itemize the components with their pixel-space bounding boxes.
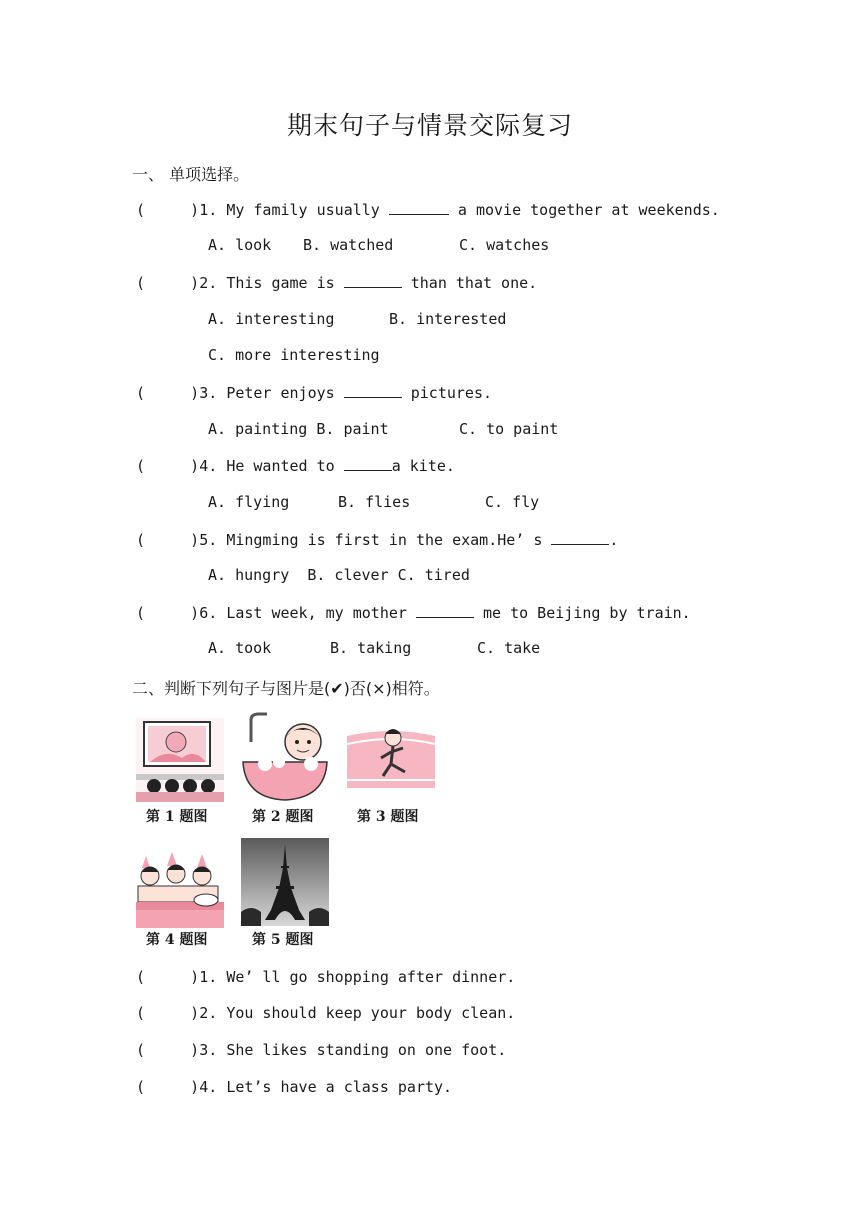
item-text: Let’s have a class party. bbox=[226, 1078, 453, 1096]
item-text: We’ ll go shopping after dinner. bbox=[226, 968, 516, 986]
answer-paren[interactable]: ( ) bbox=[136, 201, 200, 219]
fill-blank bbox=[344, 383, 402, 398]
answer-paren[interactable]: ( ) bbox=[136, 1004, 200, 1022]
option-3c[interactable]: C. to paint bbox=[459, 420, 559, 438]
option-6b[interactable]: B. taking bbox=[330, 639, 412, 657]
question-5 bbox=[136, 530, 618, 549]
item-text: She likes standing on one foot. bbox=[226, 1041, 507, 1059]
question-6 bbox=[136, 603, 691, 622]
figure-1-caption: 第 1 题图 bbox=[146, 809, 208, 825]
option-1a[interactable]: A. look bbox=[208, 236, 272, 254]
question-stem-end: pictures. bbox=[410, 384, 493, 402]
page-title: 期末句子与情景交际复习 bbox=[286, 111, 573, 140]
option-4a[interactable]: A. flying bbox=[208, 493, 290, 511]
question-number: 3. bbox=[199, 384, 218, 402]
item-number: 4. bbox=[199, 1078, 218, 1096]
option-4b[interactable]: B. flies bbox=[338, 493, 411, 511]
answer-paren[interactable]: ( ) bbox=[136, 531, 200, 549]
question-stem-start: Last week, my mother bbox=[226, 604, 407, 622]
figure-1-classroom-image bbox=[136, 718, 224, 802]
option-2b[interactable]: B. interested bbox=[389, 310, 507, 328]
judge-item-2 bbox=[136, 1004, 515, 1022]
option-5[interactable]: A. hungry B. clever C. tired bbox=[208, 566, 470, 584]
option-4c[interactable]: C. fly bbox=[485, 493, 540, 511]
question-stem-end: a movie together at weekends. bbox=[457, 201, 720, 219]
item-number: 3. bbox=[199, 1041, 218, 1059]
question-stem-end: a kite. bbox=[391, 457, 455, 475]
option-1b[interactable]: B. watched bbox=[303, 236, 394, 254]
question-2 bbox=[136, 273, 537, 292]
answer-paren[interactable]: ( ) bbox=[136, 1078, 200, 1096]
section-2-heading: 二、判断下列句子与图片是(✔)否(×)相符。 bbox=[132, 679, 440, 698]
question-stem-start: My family usually bbox=[226, 201, 380, 219]
question-number: 1. bbox=[199, 201, 218, 219]
judge-item-3 bbox=[136, 1041, 506, 1059]
question-4 bbox=[136, 456, 455, 475]
answer-paren[interactable]: ( ) bbox=[136, 457, 200, 475]
question-number: 6. bbox=[199, 604, 218, 622]
fill-blank bbox=[344, 273, 402, 288]
judge-item-4 bbox=[136, 1078, 452, 1096]
option-3ab[interactable]: A. painting B. paint bbox=[208, 420, 389, 438]
question-stem-start: He wanted to bbox=[226, 457, 335, 475]
section-1-heading: 一、 单项选择。 bbox=[132, 165, 250, 184]
question-stem-start: Mingming is first in the exam.He’ s bbox=[226, 531, 543, 549]
option-6a[interactable]: A. took bbox=[208, 639, 272, 657]
question-stem-end: me to Beijing by train. bbox=[483, 604, 691, 622]
question-number: 2. bbox=[199, 274, 218, 292]
fill-blank bbox=[389, 200, 449, 215]
question-stem-end: . bbox=[609, 531, 619, 549]
judge-item-1 bbox=[136, 968, 515, 986]
figure-4-party-image bbox=[136, 852, 224, 928]
item-number: 1. bbox=[199, 968, 218, 986]
figure-3-running-image bbox=[347, 718, 435, 802]
item-text: You should keep your body clean. bbox=[226, 1004, 516, 1022]
answer-paren[interactable]: ( ) bbox=[136, 968, 200, 986]
question-3 bbox=[136, 383, 492, 402]
option-6c[interactable]: C. take bbox=[477, 639, 541, 657]
option-2c[interactable]: C. more interesting bbox=[208, 346, 380, 364]
question-number: 4. bbox=[199, 457, 218, 475]
answer-paren[interactable]: ( ) bbox=[136, 384, 200, 402]
fill-blank bbox=[344, 456, 392, 471]
question-1 bbox=[136, 200, 720, 219]
question-stem-start: This game is bbox=[226, 274, 335, 292]
option-1c[interactable]: C. watches bbox=[459, 236, 550, 254]
figure-2-caption: 第 2 题图 bbox=[252, 809, 314, 825]
answer-paren[interactable]: ( ) bbox=[136, 604, 200, 622]
fill-blank bbox=[551, 530, 609, 545]
answer-paren[interactable]: ( ) bbox=[136, 1041, 200, 1059]
option-2a[interactable]: A. interesting bbox=[208, 310, 335, 328]
item-number: 2. bbox=[199, 1004, 218, 1022]
fill-blank bbox=[416, 603, 474, 618]
question-stem-end: than that one. bbox=[410, 274, 538, 292]
figure-5-eiffel-tower-image bbox=[241, 838, 329, 926]
answer-paren[interactable]: ( ) bbox=[136, 274, 200, 292]
figure-4-caption: 第 4 题图 bbox=[146, 932, 208, 948]
figure-3-caption: 第 3 题图 bbox=[357, 809, 419, 825]
question-stem-start: Peter enjoys bbox=[226, 384, 335, 402]
question-number: 5. bbox=[199, 531, 218, 549]
figure-2-bath-image bbox=[241, 712, 329, 802]
figure-5-caption: 第 5 题图 bbox=[252, 932, 314, 948]
